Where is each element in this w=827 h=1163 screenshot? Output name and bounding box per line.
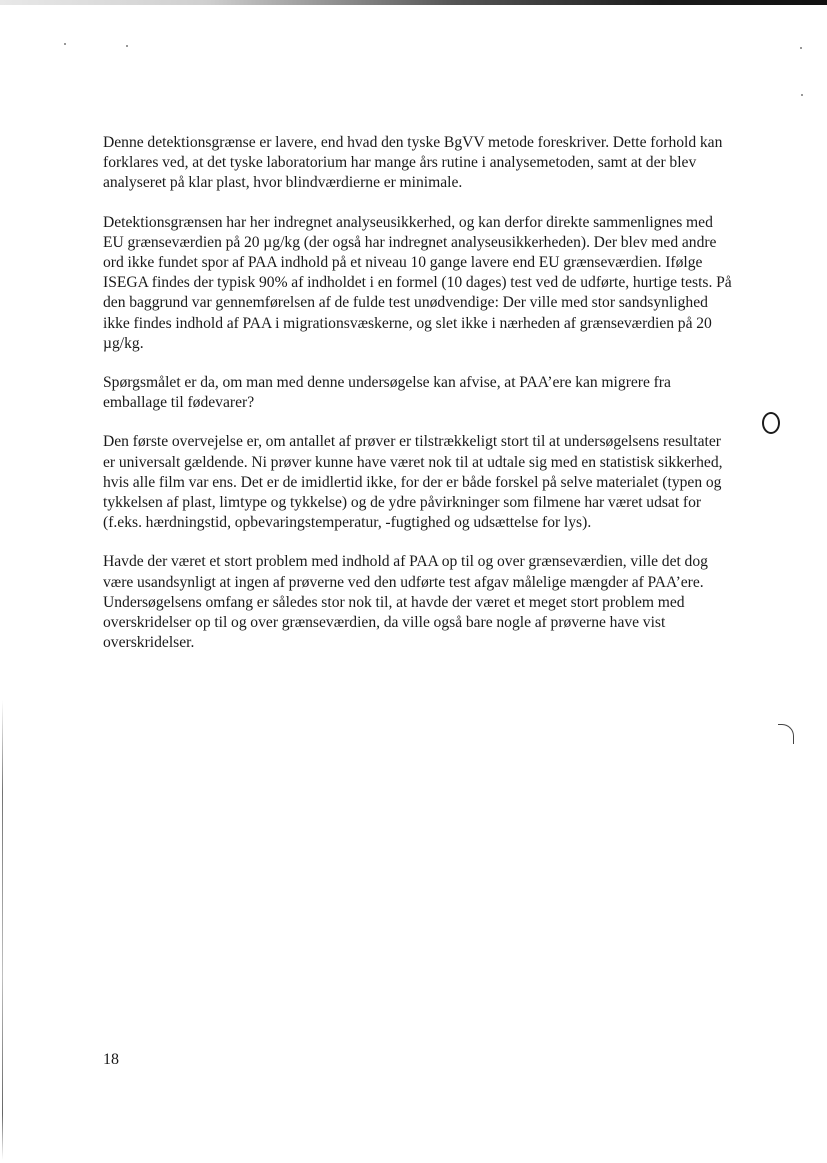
page-number: 18 [103,1051,119,1068]
body-text [103,133,733,672]
paragraph-uncertainty: Detektionsgrænsen har her indregnet analyseusikkerhed, og kan derfor direkte sammenlignes med EU grænseværdien på 20 µg/kg (der også har indregnet analyseusikkerheden). Der blev med andre ord ikke fundet spor af PAA indhold på et niveau 10 gange lavere end EU grænseværdien. Ifølge ISEGA findes der typisk 90% af indholdet i en formel (10 dages) test ved de udførte, hurtige tests. På den baggrund var gennemførelsen af de fulde test unødvendige: Der ville med stor sandsynlighed ikke findes indhold af PAA i migrationsvæskerne, og slet ikke i nærheden af grænseværdien på 20 µg/kg. [103,213,732,352]
scan-speck [800,47,802,49]
scan-top-edge [0,0,827,5]
scan-speck [64,43,66,45]
punch-hole-arc [778,724,794,744]
paragraph-question: Spørgsmålet er da, om man med denne undersøgelse kan afvise, at PAA’ere kan migrere fra emballage til fødevarer? [103,374,671,412]
scan-speck [801,94,803,96]
paragraph-sample-count: Den første overvejelse er, om antallet af prøver er tilstrækkeligt stort til at undersøgelsens resultater er universalt gældende. Ni prøver kunne have været nok til at udtale sig med en statistisk sikkerhed, hvis alle film var ens. Det er de imidlertid ikke, for der er både forskel på selve materialet (typen og tykkelsen af plast, limtype og tykkelse) og de ydre påvirkninger som filmene har været udsat for (f.eks. hærdningstid, opbevaringstemperatur, -fugtighed og udsættelse for lys). [103,433,723,532]
scan-left-edge [2,700,3,1160]
paragraph-detection-limit: Denne detektionsgrænse er lavere, end hvad den tyske BgVV metode foreskriver. Dette forhold kan forklares ved, at det tyske laboratorium har mange års rutine i analysemetoden, samt at der blev analyseret på klar plast, hvor blindværdierne er minimale. [103,134,723,192]
scan-speck [126,45,128,47]
paragraph-conclusion: Havde der været et stort problem med indhold af PAA op til og over grænseværdien, ville det dog være usandsynligt at ingen af prøverne ved den udførte test afgav målelige mængder af PAA’ere. Undersøgelsens omfang er således stor nok til, at havde der været et meget stort problem med overskridelser op til og over grænseværdien, da ville også bare nogle af prøverne have vist overskridelser. [103,553,708,652]
punch-hole-mark [762,412,780,434]
